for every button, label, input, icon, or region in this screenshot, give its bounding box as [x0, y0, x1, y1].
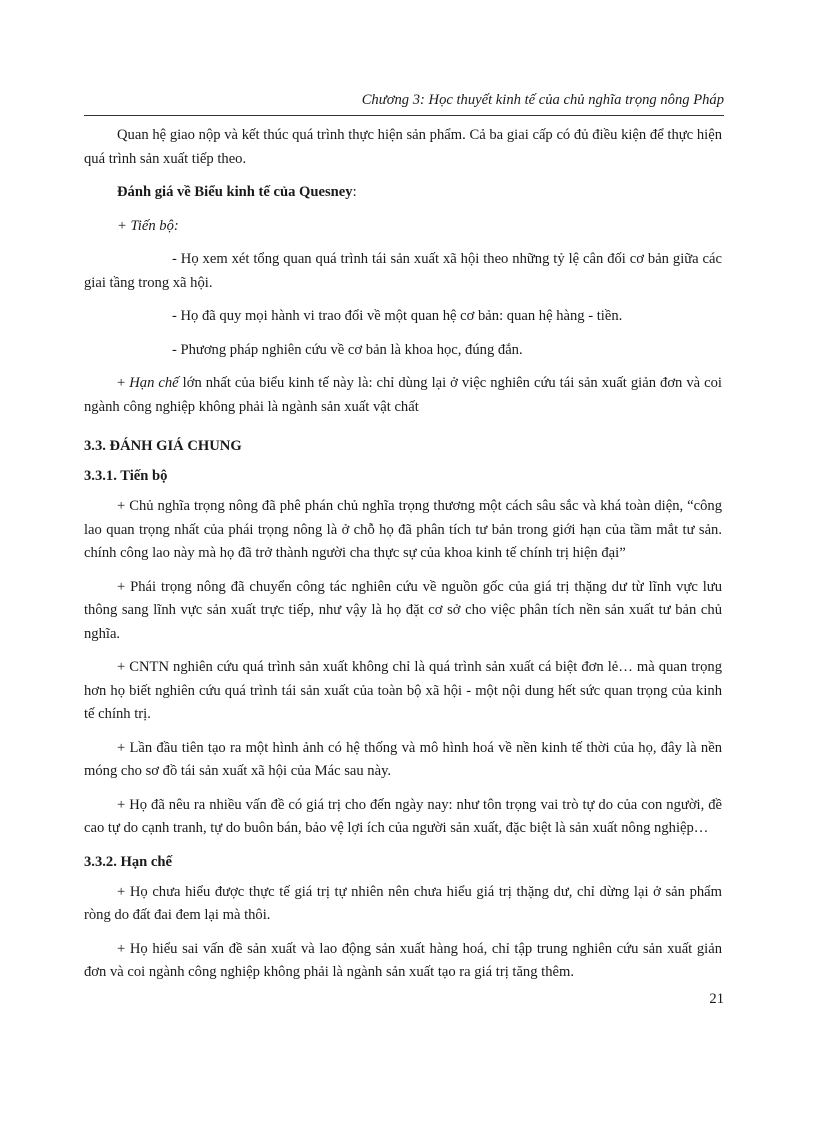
section-3-3-1-heading: 3.3.1. Tiến bộ — [84, 468, 168, 484]
evaluation-heading — [84, 181, 722, 205]
intro-paragraph: Quan hệ giao nộp và kết thúc quá trình thực hiện sản phẩm. Cả ba giai cấp có đủ điều kiện để thực hiện quá trình sản xuất tiếp theo. — [84, 127, 722, 167]
limitation-text: lớn nhất của biểu kinh tế này là: chỉ dùng lại ở việc nghiên cứu tái sản xuất giản đơn và coi ngành công nghiệp không phải là ngành sản xuất vật chất — [84, 375, 722, 415]
evaluation-heading-text: Đánh giá về Biểu kinh tế của Quesney — [117, 184, 353, 200]
limitation-point-1: + Họ chưa hiểu được thực tế giá trị tự nhiên nên chưa hiểu giá trị thặng dư, chỉ dừng lại ở sản phẩm ròng do đất đai đem lại mà thôi. — [84, 883, 722, 923]
limitation-label: Hạn chế — [129, 375, 179, 391]
progress-bullet-3: - Phương pháp nghiên cứu về cơ bản là khoa học, đúng đắn. — [172, 341, 523, 358]
page-number: 21 — [709, 991, 724, 1007]
limitation-paragraph — [84, 372, 722, 419]
progress-point-2: + Phái trọng nông đã chuyển công tác nghiên cứu về nguồn gốc của giá trị thặng dư từ lĩnh vực lưu thông sang lĩnh vực sản xuất trực tiếp, như vậy là họ đặt cơ sở cho việc phân tích nền sản xuất tư bản chủ nghĩa. — [84, 578, 722, 642]
running-header: Chương 3: Học thuyết kinh tế của chủ nghĩa trọng nông Pháp — [361, 92, 724, 108]
progress-bullet-2: - Họ đã quy mọi hành vi trao đổi về một quan hệ cơ bản: quan hệ hàng - tiền. — [172, 308, 623, 324]
header-divider — [84, 115, 724, 116]
progress-point-5: + Họ đã nêu ra nhiều vấn đề có giá trị cho đến ngày nay: như tôn trọng vai trò tự do của con người, đề cao tự do cạnh tranh, tự do buôn bán, bảo vệ lợi ích của người sản xuất, đặc biệt là sản xuất nông nghiệp… — [84, 796, 722, 836]
progress-point-3: + CNTN nghiên cứu quá trình sản xuất không chỉ là quá trình sản xuất cá biệt đơn lẻ… mà quan trọng hơn họ biết nghiên cứu quá trình tái sản xuất của toàn bộ xã hội - một nội dung hết sức quan trọng của kinh tế chính trị. — [84, 659, 722, 722]
progress-point-4: + Lần đầu tiên tạo ra một hình ảnh có hệ thống và mô hình hoá về nền kinh tế thời của họ, đây là nền móng cho sơ đồ tái sản xuất xã hội của Mác sau này. — [84, 739, 722, 779]
page-body — [84, 124, 722, 995]
limitation-prefix: + — [117, 375, 130, 391]
section-3-3-2-heading: 3.3.2. Hạn chế — [84, 853, 172, 870]
evaluation-heading-colon: : — [352, 184, 357, 200]
progress-bullet-1: - Họ xem xét tổng quan quá trình tái sản xuất xã hội theo những tỷ lệ cân đối cơ bản giữa các giai tầng trong xã hội. — [84, 251, 722, 291]
progress-label: + Tiến bộ: — [117, 217, 179, 234]
limitation-point-2: + Họ hiểu sai vấn đề sản xuất và lao động sản xuất hàng hoá, chỉ tập trung nghiên cứu sản xuất giản đơn và coi ngành công nghiệp không phải là ngành sản xuất tạo ra giá trị tăng thêm. — [84, 940, 722, 980]
section-3-3-heading: 3.3. ĐÁNH GIÁ CHUNG — [84, 438, 242, 454]
progress-point-1: + Chủ nghĩa trọng nông đã phê phán chủ nghĩa trọng thương một cách sâu sắc và khá toàn diện, “công lao quan trọng nhất của phái trọng nông là ở chỗ họ đã phân tích tư bản trong giới hạn của tầm mắt tư sản. chính công lao này mà họ đã trở thành người cha thực sự của khoa kinh tế chính trị hiện đại” — [84, 498, 722, 561]
